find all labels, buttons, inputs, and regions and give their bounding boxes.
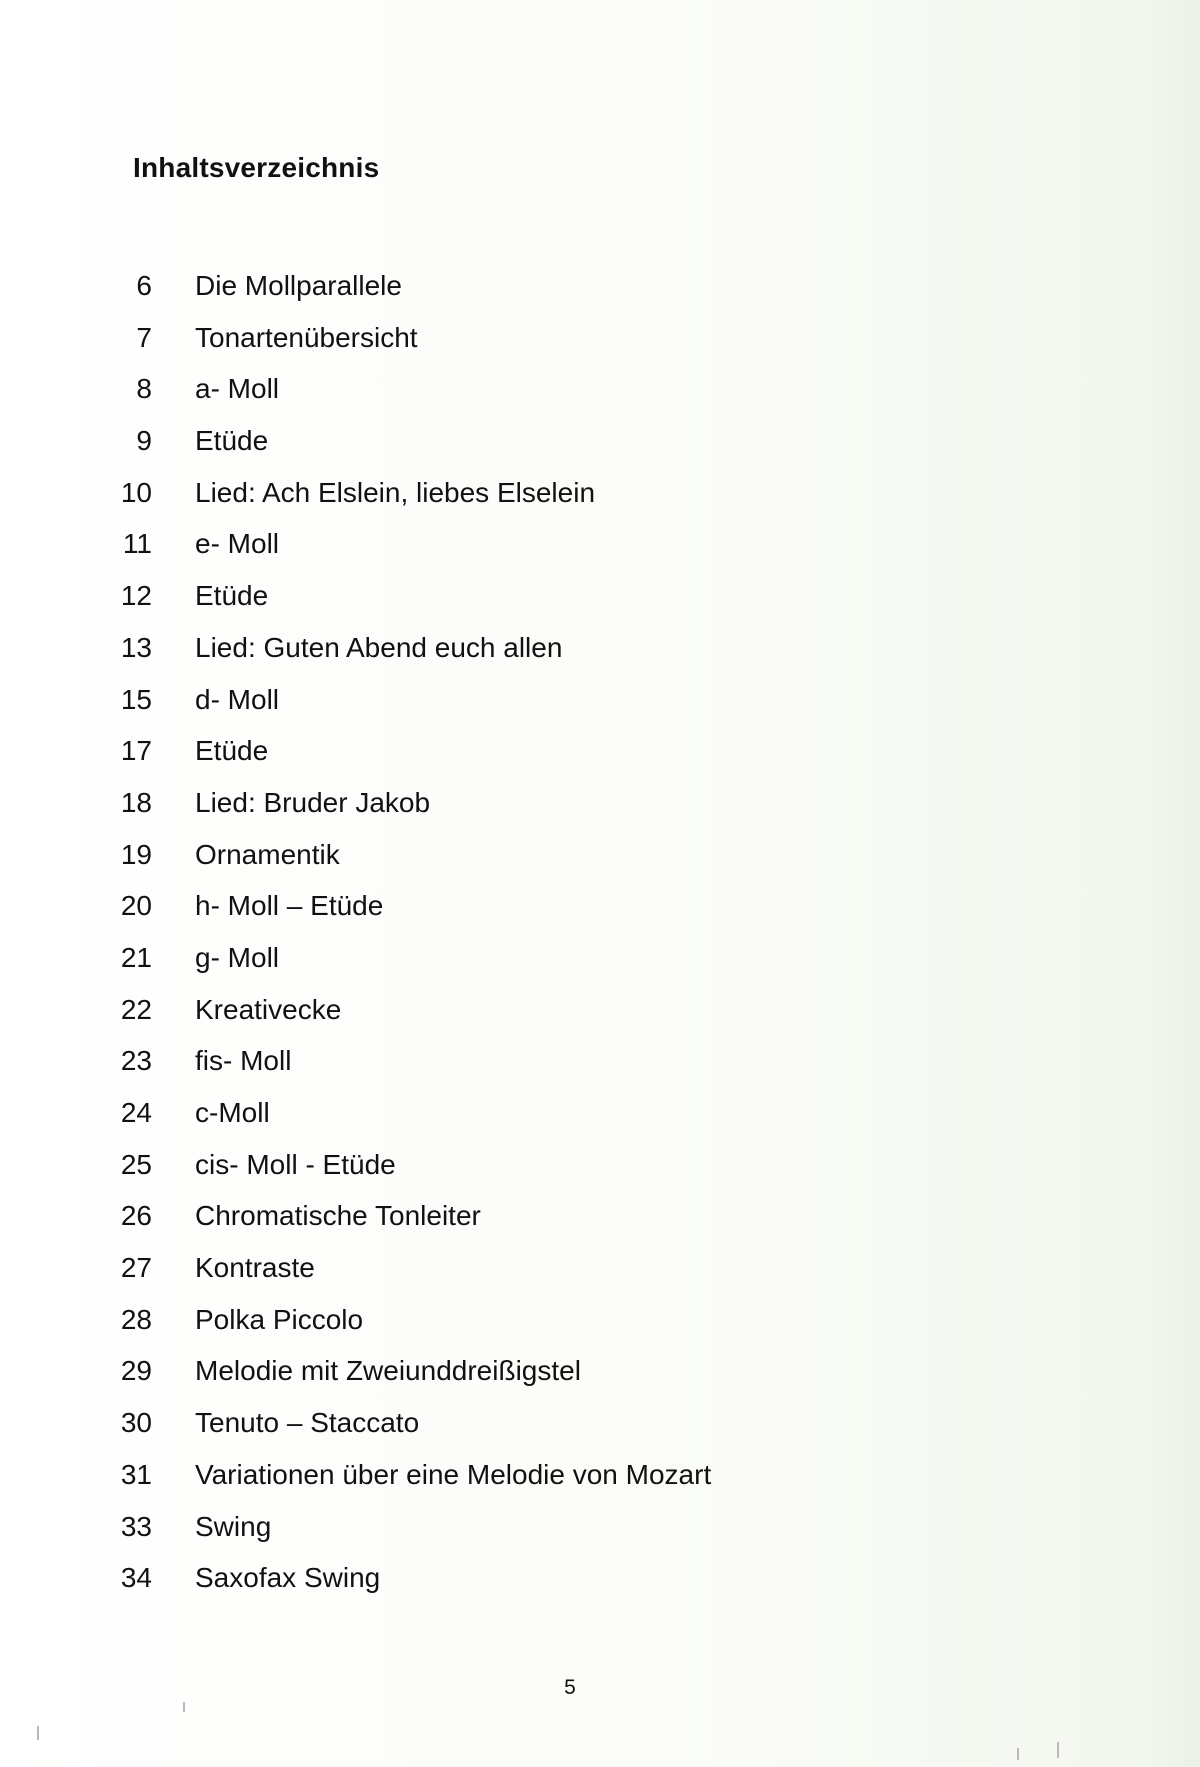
toc-entry-title: Kreativecke <box>195 993 342 1025</box>
toc-page-number: 34 <box>120 1562 152 1594</box>
toc-page-number: 20 <box>120 890 152 922</box>
toc-entry-title: a- Moll <box>195 373 280 405</box>
toc-entry-title: Saxofax Swing <box>195 1562 381 1594</box>
toc-page-number: 6 <box>136 270 152 301</box>
toc-entry <box>100 632 1000 684</box>
toc-entry-title: Etüde <box>195 580 269 612</box>
toc-entry <box>100 994 1000 1046</box>
toc-page-number: 8 <box>136 373 152 405</box>
toc-entry <box>100 1304 1000 1356</box>
toc-entry-title: cis- Moll - Etüde <box>195 1148 396 1180</box>
toc-entry-title: Lied: Guten Abend euch allen <box>195 631 563 663</box>
toc-entry <box>100 373 1000 425</box>
toc-entry <box>100 735 1000 787</box>
toc-page-number: 15 <box>120 683 152 715</box>
toc-entry-title: Polka Piccolo <box>195 1303 364 1335</box>
toc-entry <box>100 787 1000 839</box>
toc-entry-title: Etüde <box>195 735 269 767</box>
toc-entry <box>100 270 1000 322</box>
scan-artifact <box>1017 1748 1019 1760</box>
toc-page-number: 17 <box>120 735 152 767</box>
toc-page-number: 10 <box>120 476 152 508</box>
toc-entry <box>100 425 1000 477</box>
toc-entry-title: Lied: Bruder Jakob <box>195 786 431 818</box>
toc-entry-title: Kontraste <box>195 1252 315 1284</box>
toc-entry <box>100 580 1000 632</box>
toc-entry <box>100 1407 1000 1459</box>
toc-page-number: 23 <box>120 1045 152 1077</box>
toc-entry-title: h- Moll – Etüde <box>195 890 384 922</box>
toc-page-number: 7 <box>136 321 152 353</box>
toc-entry <box>100 1149 1000 1201</box>
toc-entry-title: g- Moll <box>195 941 280 973</box>
toc-page-number: 30 <box>120 1407 152 1439</box>
toc-page-number: 33 <box>120 1510 152 1542</box>
toc-entry-title: Ornamentik <box>195 838 340 870</box>
toc-entry <box>100 1200 1000 1252</box>
toc-entry <box>100 1562 1000 1614</box>
toc-page-number: 29 <box>120 1355 152 1387</box>
toc-entry-title: Tonartenübersicht <box>195 321 418 353</box>
toc-entry-title: Chromatische Tonleiter <box>195 1200 481 1232</box>
toc-heading: Inhaltsverzeichnis <box>133 152 380 183</box>
toc-entry <box>100 1459 1000 1511</box>
toc-entry <box>100 1511 1000 1563</box>
toc-page-number: 28 <box>120 1303 152 1335</box>
toc-page-number: 22 <box>120 993 152 1025</box>
toc-page-number: 26 <box>120 1200 152 1232</box>
toc-entry <box>100 684 1000 736</box>
toc-entry-title: Melodie mit Zweiunddreißigstel <box>195 1355 581 1387</box>
toc-page-number: 12 <box>120 580 152 612</box>
toc-entry <box>100 890 1000 942</box>
toc-entry <box>100 1355 1000 1407</box>
toc-page-number: 31 <box>120 1458 152 1490</box>
scan-artifact <box>37 1726 39 1740</box>
toc-entry-title: Variationen über eine Melodie von Mozart <box>195 1458 712 1490</box>
toc-entry-title: Lied: Ach Elslein, liebes Elselein <box>195 476 596 508</box>
toc-entry <box>100 322 1000 374</box>
toc-entry <box>100 528 1000 580</box>
toc-page-number: 13 <box>120 631 152 663</box>
toc-entry-title: c-Moll <box>195 1097 270 1128</box>
toc-entry-title: Die Mollparallele <box>195 270 402 301</box>
toc-entry-title: Etüde <box>195 425 269 457</box>
toc-entry <box>100 477 1000 529</box>
page-number: 5 <box>564 1676 576 1699</box>
toc-entry <box>100 1097 1000 1149</box>
toc-entry <box>100 942 1000 994</box>
toc-entry-title: Swing <box>195 1510 272 1542</box>
page-edge-shading <box>1140 0 1200 1767</box>
toc-entry <box>100 839 1000 891</box>
toc-page-number: 18 <box>120 786 152 818</box>
toc-page-number: 9 <box>136 425 152 457</box>
toc-entry-title: d- Moll <box>195 683 280 715</box>
toc-page-number: 11 <box>122 528 152 560</box>
toc-page-number: 19 <box>120 838 152 870</box>
toc-entry-title: e- Moll <box>195 528 280 560</box>
scan-artifact <box>1057 1742 1059 1758</box>
toc-entry-title: fis- Moll <box>195 1045 292 1077</box>
toc-entry <box>100 1252 1000 1304</box>
toc-page-number: 24 <box>120 1097 152 1128</box>
toc-page-number: 25 <box>120 1148 152 1180</box>
toc-entry <box>100 1045 1000 1097</box>
toc-page-number: 27 <box>120 1252 152 1284</box>
table-of-contents <box>100 270 1000 1614</box>
scan-artifact <box>183 1702 185 1712</box>
toc-entry-title: Tenuto – Staccato <box>195 1407 420 1439</box>
toc-page-number: 21 <box>120 941 152 973</box>
